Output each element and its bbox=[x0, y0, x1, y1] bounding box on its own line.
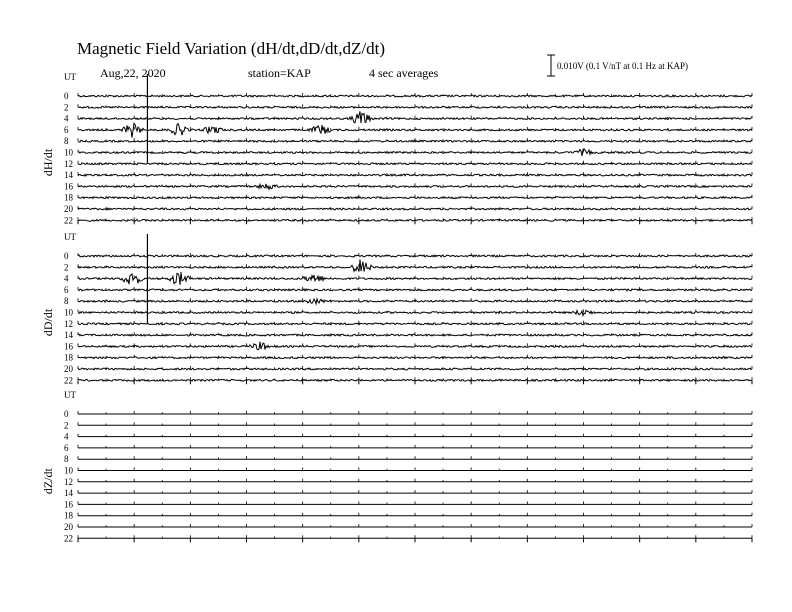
panel-ylabel: dZ/dt bbox=[41, 468, 55, 495]
ut-axis-label: UT bbox=[64, 72, 76, 82]
trace-row bbox=[78, 123, 752, 137]
row-label: 18 bbox=[64, 510, 73, 521]
row-label: 12 bbox=[64, 158, 73, 169]
panel-ylabel: dH/dt bbox=[41, 148, 55, 177]
row-label: 4 bbox=[64, 113, 69, 124]
row-label: 14 bbox=[64, 170, 73, 181]
scale-note: 0.010V (0.1 V/nT at 0.1 Hz at KAP) bbox=[557, 61, 688, 71]
row-label: 10 bbox=[64, 465, 73, 476]
row-label: 16 bbox=[64, 181, 73, 192]
row-label: 6 bbox=[64, 442, 69, 453]
row-label: 8 bbox=[64, 454, 69, 465]
panel-dD-dt bbox=[41, 232, 752, 385]
row-label: 12 bbox=[64, 476, 73, 487]
row-label: 12 bbox=[64, 318, 73, 329]
row-label: 0 bbox=[64, 91, 69, 101]
row-label: 0 bbox=[64, 409, 69, 419]
panel-dH-dt bbox=[41, 72, 752, 225]
row-label: 10 bbox=[64, 147, 73, 158]
row-label: 20 bbox=[64, 522, 73, 532]
row-label: 0 bbox=[64, 251, 69, 261]
row-label: 16 bbox=[64, 341, 73, 352]
row-label: 4 bbox=[64, 431, 69, 442]
row-label: 10 bbox=[64, 307, 73, 318]
row-label: 20 bbox=[64, 364, 73, 374]
row-label: 22 bbox=[64, 533, 73, 544]
row-label: 8 bbox=[64, 296, 69, 307]
row-label: 8 bbox=[64, 136, 69, 147]
row-label: 14 bbox=[64, 330, 73, 341]
row-label: 20 bbox=[64, 204, 73, 214]
averaging-label: 4 sec averages bbox=[369, 66, 439, 80]
row-label: 18 bbox=[64, 192, 73, 203]
scale-bar bbox=[547, 55, 688, 76]
row-label: 16 bbox=[64, 499, 73, 510]
row-label: 6 bbox=[64, 284, 69, 295]
row-label: 14 bbox=[64, 488, 73, 499]
row-label: 22 bbox=[64, 215, 73, 226]
row-label: 4 bbox=[64, 273, 69, 284]
row-label: 2 bbox=[64, 420, 69, 431]
panel-ylabel: dD/dt bbox=[41, 308, 55, 337]
row-label: 2 bbox=[64, 262, 69, 273]
row-label: 22 bbox=[64, 375, 73, 386]
panel-dZ-dt bbox=[41, 390, 752, 543]
row-label: 6 bbox=[64, 124, 69, 135]
date-label: Aug,22, 2020 bbox=[100, 66, 166, 80]
station-label: station=KAP bbox=[248, 66, 311, 80]
ut-axis-label: UT bbox=[64, 390, 76, 400]
ut-axis-label: UT bbox=[64, 232, 76, 242]
row-label: 2 bbox=[64, 102, 69, 113]
row-label: 18 bbox=[64, 352, 73, 363]
chart-title: Magnetic Field Variation (dH/dt,dD/dt,dZ/dt) bbox=[77, 39, 386, 58]
